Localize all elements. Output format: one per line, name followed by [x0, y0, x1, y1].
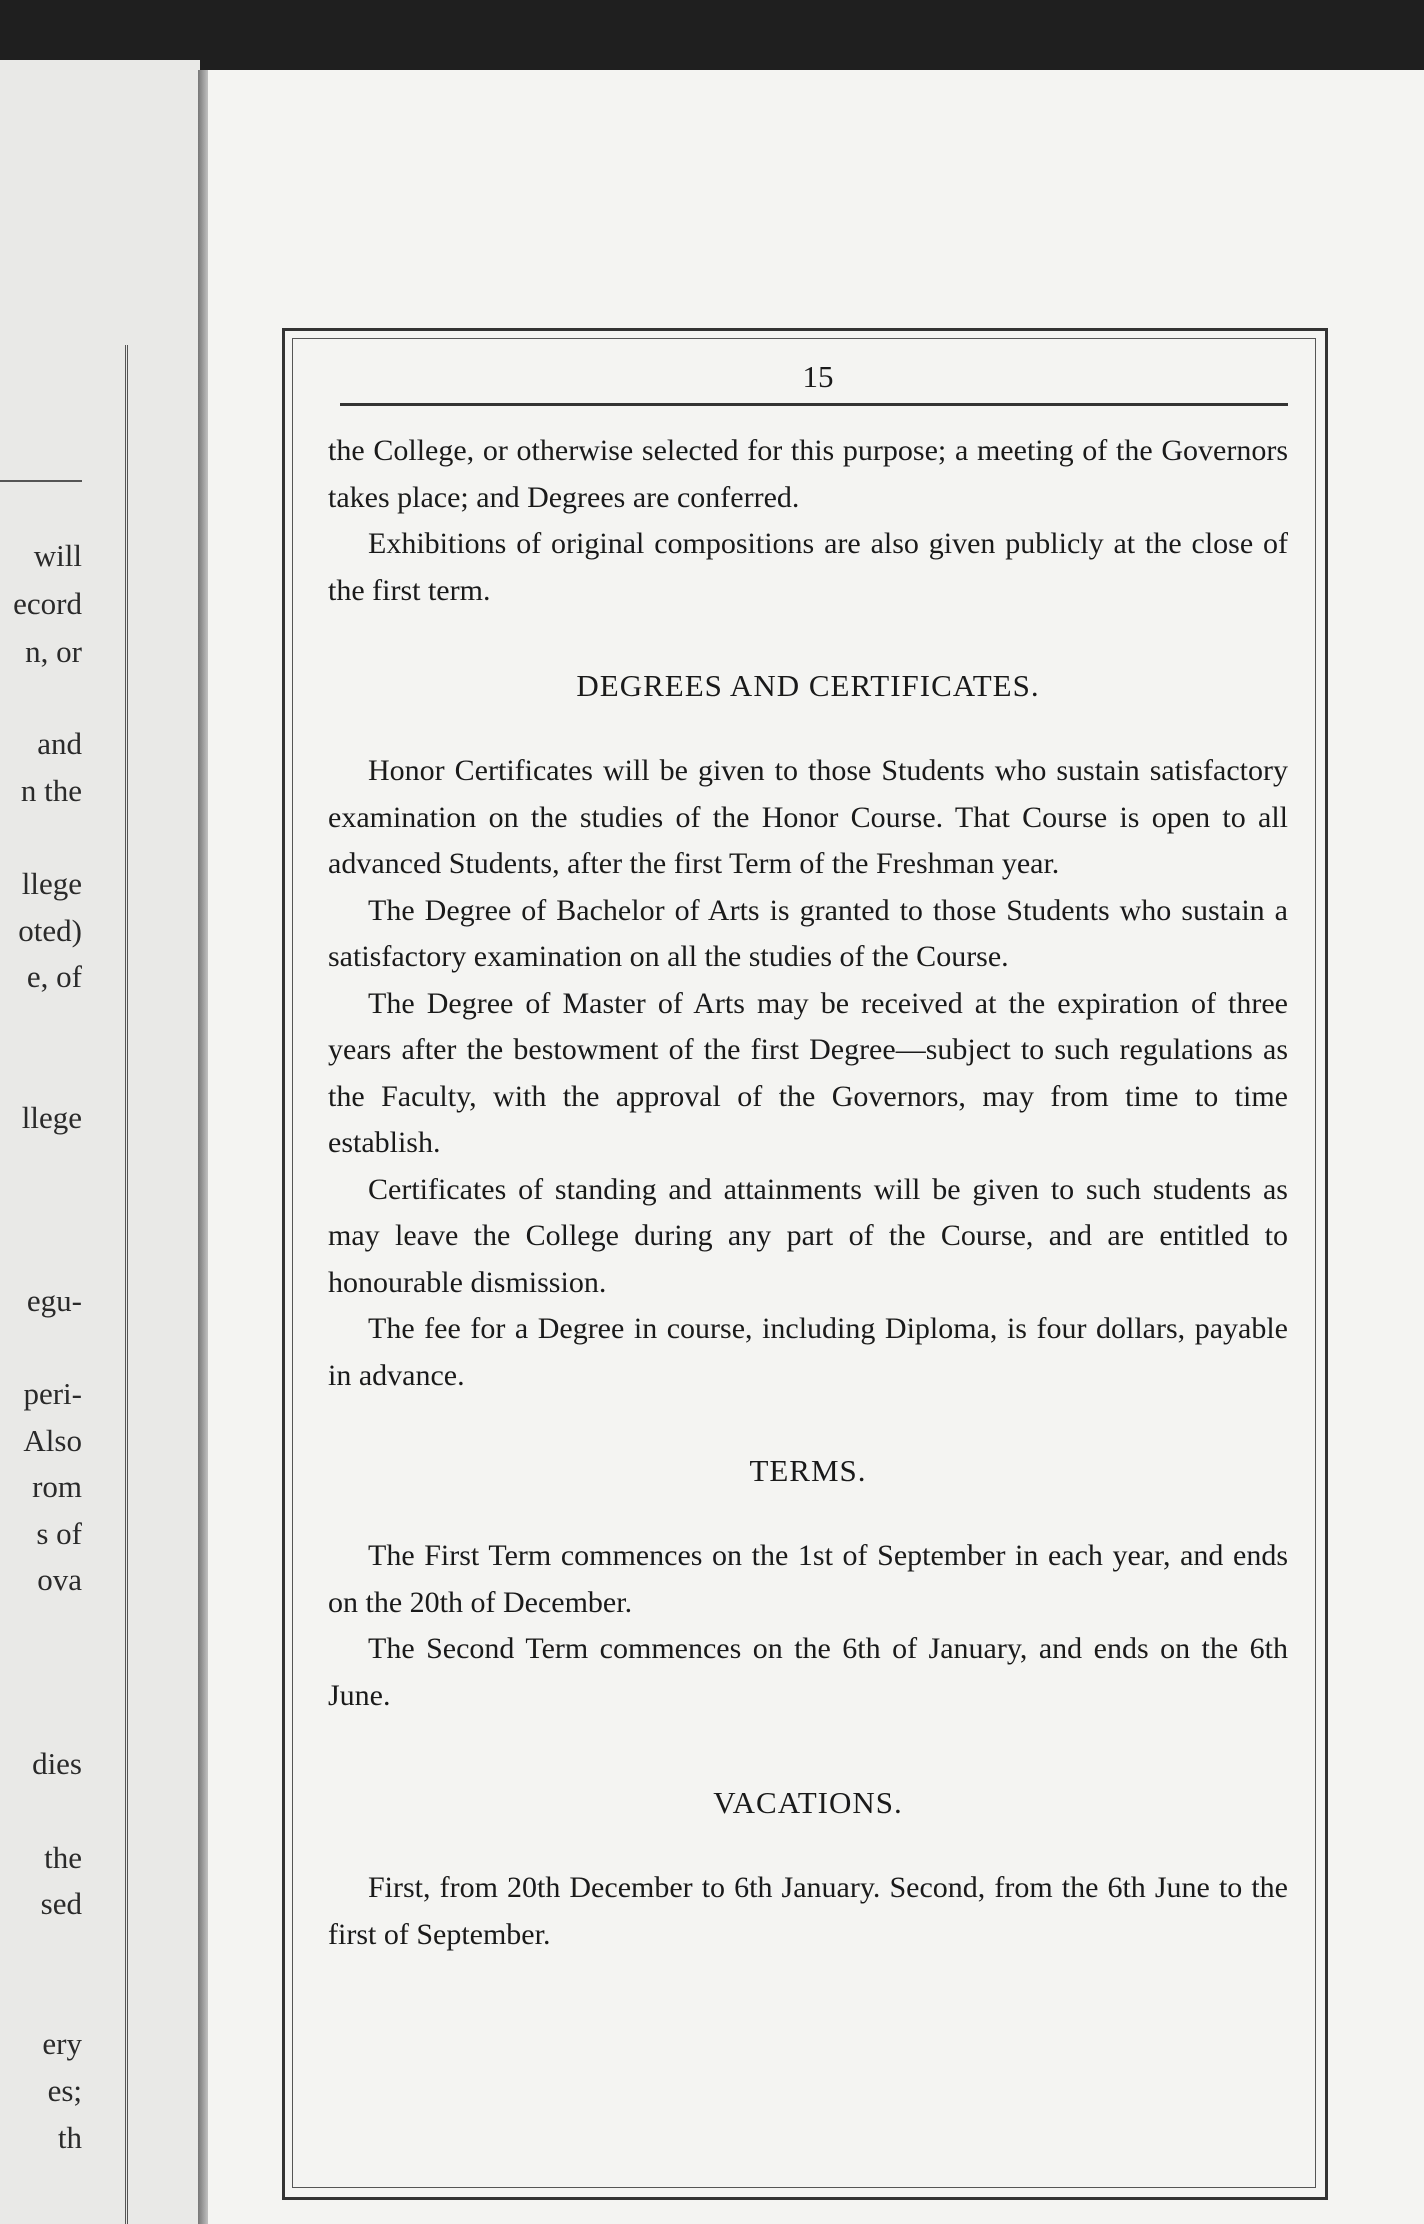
- vacations-paragraph: First, from 20th December to 6th January. Second, from the 6th June to the first of September.: [328, 1871, 1288, 1951]
- page-content: [328, 355, 1288, 1958]
- continuation-paragraph: the College, or otherwise selected for this purpose; a meeting of the Governors takes place; and Degrees are conferred.: [328, 434, 1288, 514]
- facing-page-fragment: es;: [47, 2073, 82, 2108]
- facing-page-rule: [0, 480, 82, 482]
- facing-page-fragment: ecord: [13, 586, 82, 621]
- bachelor-degree-paragraph: The Degree of Bachelor of Arts is granted to those Students who sustain a satisfactory examination on all the studies of the Course.: [328, 893, 1288, 973]
- facing-page-fragment: sed: [40, 1886, 82, 1921]
- page-15: [208, 70, 1424, 2224]
- second-term-paragraph: The Second Term commences on the 6th of January, and ends on the 6th June.: [328, 1632, 1288, 1712]
- facing-page-fragment: ova: [37, 1562, 82, 1597]
- facing-page-fragment: rom: [32, 1469, 82, 1504]
- certificates-standing-paragraph: Certificates of standing and attainments will be given to such students as may leave the College during any part of the Course, and are entitled to honourable dismission.: [328, 1172, 1288, 1299]
- header-rule: [340, 403, 1288, 406]
- vacations-heading: VACATIONS.: [713, 1785, 903, 1820]
- degree-fee-paragraph: The fee for a Degree in course, including Diploma, is four dollars, payable in advance.: [328, 1312, 1288, 1392]
- facing-page-fragment: egu-: [26, 1283, 82, 1318]
- facing-page-fragment: dies: [32, 1746, 82, 1781]
- facing-page-fragment: llege: [21, 866, 82, 901]
- degrees-heading: DEGREES AND CERTIFICATES.: [576, 668, 1040, 703]
- exhibitions-paragraph: Exhibitions of original compositions are also given publicly at the close of the first term.: [328, 527, 1288, 607]
- facing-page-fragment: oted): [18, 913, 82, 948]
- master-degree-paragraph: The Degree of Master of Arts may be received at the expiration of three years after the bestowment of the first Degree—subject to such regulations as the Faculty, with the approval of the Governors, may from time to time establish.: [328, 986, 1288, 1159]
- facing-page-fragment: ery: [42, 2026, 82, 2061]
- page-number: 15: [802, 359, 834, 394]
- first-term-paragraph: The First Term commences on the 1st of September in each year, and ends on the 20th of December.: [328, 1539, 1288, 1619]
- facing-page-fragment: e, of: [26, 959, 82, 994]
- facing-page-fragment: the: [44, 1840, 82, 1875]
- facing-page-fragment: th: [57, 2120, 82, 2155]
- facing-page-fragment: peri-: [23, 1376, 82, 1411]
- facing-page-fragment: s of: [36, 1516, 82, 1551]
- facing-page-fragment: n the: [20, 773, 82, 808]
- facing-page-fragment: Also: [23, 1423, 82, 1458]
- terms-heading: TERMS.: [749, 1453, 867, 1488]
- facing-page-fragment: and: [37, 726, 82, 761]
- facing-page-fragment: n, or: [25, 634, 82, 669]
- facing-page: [0, 60, 200, 2224]
- honor-certificates-paragraph: Honor Certificates will be given to those Students who sustain satisfactory examination on the studies of the Honor Course. That Course is open to all advanced Students, after the first Term of the Freshman year.: [328, 754, 1288, 880]
- facing-page-fragment: will: [33, 538, 82, 573]
- facing-page-fragment: llege: [21, 1100, 82, 1135]
